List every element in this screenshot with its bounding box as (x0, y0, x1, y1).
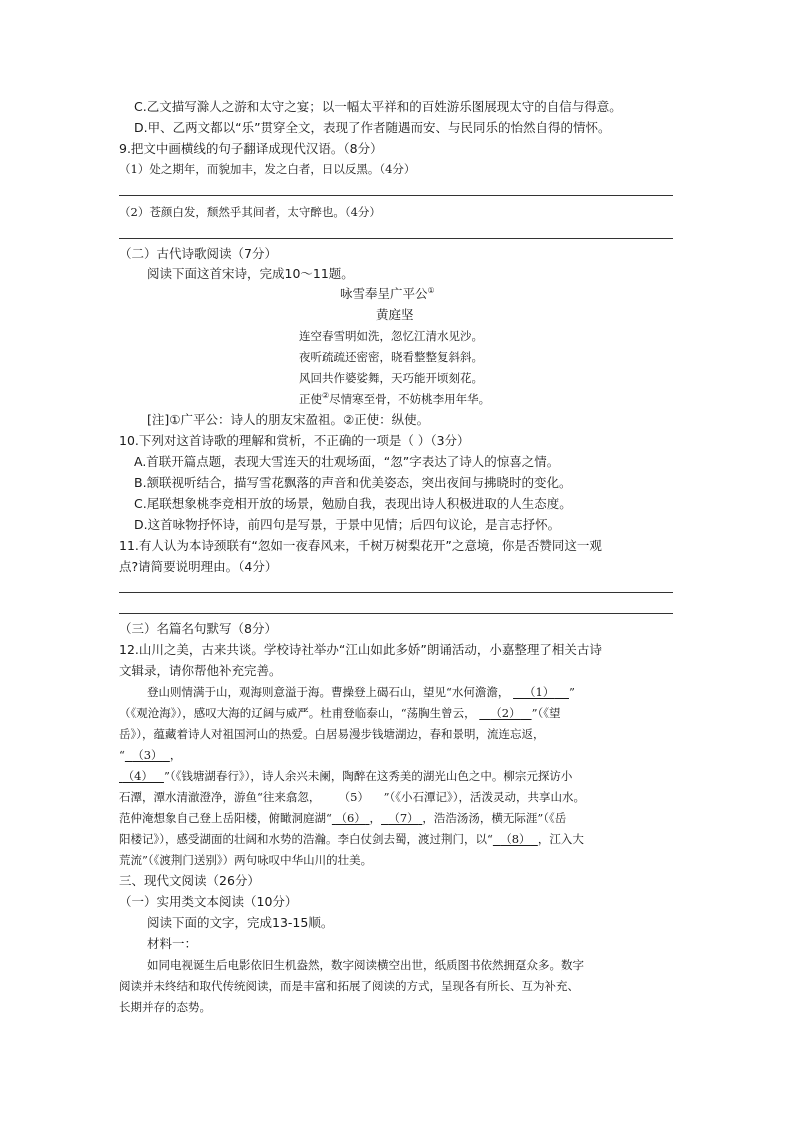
poem-line: 风回共作婆娑舞，天巧能开顷刻花。 (299, 371, 483, 385)
dictation-line: 荒流”（《渡荆门送别》）两句咏叹中华山川的壮美。 (119, 853, 373, 867)
dictation-text: ”（《望 (531, 706, 561, 720)
dictation-text: 范仲淹想象自己登上岳阳楼，俯瞰洞庭湖“ (119, 811, 332, 825)
q8-option-d: D.甲、乙两文都以“乐”贯穿全文，表现了作者随遇而安、与民同乐的怡然自得的情怀。 (134, 120, 611, 135)
section2-instruction: 阅读下面这首宋诗，完成10～11题。 (147, 266, 354, 281)
q9-item2: （2）苍颜白发，颓然乎其间者，太守醉也。（4分） (119, 205, 381, 219)
answer-line (119, 238, 673, 239)
answer-line (119, 592, 673, 593)
dictation-text: “ (119, 748, 125, 762)
dictation-line (119, 830, 584, 848)
blank-8[interactable] (493, 832, 538, 846)
dictation-text: 石潭，潭水清澈澄净，游鱼“往来翕忽， (119, 790, 321, 804)
q10-option-c: C.尾联想象桃李竞相开放的场景，勉励自我，表现出诗人积极进取的人生态度。 (134, 496, 572, 511)
dictation-text: ”（《钱塘湖春行》），诗人余兴未阑，陶醉在这秀美的湖光山色之中。柳宗元探访小 (163, 769, 573, 783)
blank-label: （1） (524, 685, 555, 699)
poem-line-part: 尽情寒至骨，不妨桃李用年华。 (329, 392, 491, 406)
material-text: 如同电视诞生后电影依旧生机盎然，数字阅读横空出世，纸质图书依然拥趸众多。数字 (147, 958, 584, 972)
poem-annotation: [注]①广平公：诗人的朋友宋盈祖。②正使：纵使。 (147, 412, 430, 427)
dictation-line (119, 809, 566, 827)
poem-title (340, 285, 435, 303)
dictation-text: ， (169, 748, 182, 762)
q10-option-d: D.这首咏物抒怀诗，前四句是写景，于景中见情；后四句议论，是言志抒怀。 (134, 517, 561, 532)
blank-2[interactable] (479, 706, 531, 720)
q11-stem-line1: 11.有人认为本诗颈联有“忽如一夜春风来，千树万树梨花开”之意境，你是否赞同这一观 (119, 538, 602, 553)
material-text: 长期并存的态势。 (119, 1000, 211, 1014)
dictation-line (147, 683, 575, 701)
poet-name: 黄庭坚 (376, 307, 414, 322)
material-text: 阅读并未终结和取代传统阅读，而是丰富和拓展了阅读的方式，呈现各有所长、互为补充、 (119, 979, 579, 993)
poem-line (299, 390, 490, 408)
poem-line-footnote: ② (322, 391, 330, 401)
material-label: 材料一： (147, 936, 198, 951)
part3-heading: 三、现代文阅读（26分） (119, 873, 260, 888)
poem-line: 夜听疏疏还密密，晓看整整复斜斜。 (299, 350, 483, 364)
dictation-text: ，浩浩汤汤，横无际涯”（《岳 (422, 811, 567, 825)
blank-5[interactable]: （5） (338, 790, 369, 804)
answer-line (119, 613, 673, 614)
part3-subheading: （一）实用类文本阅读（10分） (119, 894, 298, 909)
q8-option-c: C.乙文描写滁人之游和太守之宴；以一幅太平祥和的百姓游乐图展现太守的自信与得意。 (134, 99, 622, 114)
q10-option-b: B.颔联视听结合，描写雪花飘落的声音和优美姿态，突出夜间与拂晓时的变化。 (134, 475, 572, 490)
blank-4[interactable] (119, 769, 164, 783)
section3-heading: （三）名篇名句默写（8分） (119, 621, 277, 636)
dictation-line: 岳》），蕴藏着诗人对祖国河山的热爱。白居易漫步钱塘湖边，春和景明，流连忘返， (119, 727, 545, 741)
q12-stem-line2: 文辑录，请你帮他补充完善。 (119, 663, 282, 678)
section2-heading: （二）古代诗歌阅读（7分） (119, 246, 277, 261)
blank-3[interactable] (125, 748, 170, 762)
dictation-text: ”（《小石潭记》），活泼灵动，共享山水。 (383, 790, 586, 804)
dictation-line (119, 704, 560, 722)
poem-line: 连空春雪明如洗，忽忆江清水见沙。 (299, 329, 483, 343)
q9-item1: （1）处之期年，而貌加丰，发之白者，日以反黑。（4分） (119, 162, 416, 176)
dictation-text: ” (568, 685, 575, 699)
blank-label: （8） (500, 832, 531, 846)
dictation-text: ，江入大 (537, 832, 584, 846)
dictation-text: （《观沧海》），感叹大海的辽阔与威严。杜甫登临泰山，“荡胸生曾云， (119, 706, 476, 720)
dictation-text: ， (369, 811, 382, 825)
q12-stem-line1: 12.山川之美，古来共谈。学校诗社举办“江山如此多娇”朗诵活动，小嘉整理了相关古诗 (119, 642, 602, 657)
blank-1[interactable] (513, 685, 569, 699)
blank-label: （3） (132, 748, 163, 762)
dictation-line (119, 767, 572, 785)
blank-label: （7） (388, 811, 419, 825)
part3-instruction: 阅读下面的文字，完成13-15顺。 (147, 915, 334, 930)
dictation-line (119, 746, 181, 764)
blank-label: （4） (122, 769, 153, 783)
q10-option-a: A.首联开篇点题，表现大雪连天的壮观场面，“忽”字表达了诗人的惊喜之情。 (134, 454, 560, 469)
poem-line-part: 正使 (299, 392, 322, 406)
q10-stem: 10.下列对这首诗歌的理解和赏析，不正确的一项是（ ）（3分） (119, 433, 470, 448)
q11-stem-line2: 点?请简要说明理由。（4分） (119, 559, 278, 574)
poem-title-footnote: ① (427, 285, 435, 295)
blank-6[interactable] (332, 811, 370, 825)
q9-stem: 9.把文中画横线的句子翻译成现代汉语。（8分） (119, 141, 383, 156)
blank-label: （2） (490, 706, 521, 720)
dictation-text: 登山则情满于山，观海则意溢于海。曹操登上碣石山，望见“水何澹澹， (147, 685, 510, 699)
poem-title-text: 咏雪奉呈广平公 (340, 286, 428, 301)
blank-7[interactable] (381, 811, 422, 825)
blank-label: （6） (335, 811, 366, 825)
answer-line (119, 195, 673, 196)
dictation-line (119, 788, 585, 806)
dictation-text: 阳楼记》），感受湖面的壮阔和水势的浩瀚。李白仗剑去蜀，渡过荆门，以“ (119, 832, 493, 846)
